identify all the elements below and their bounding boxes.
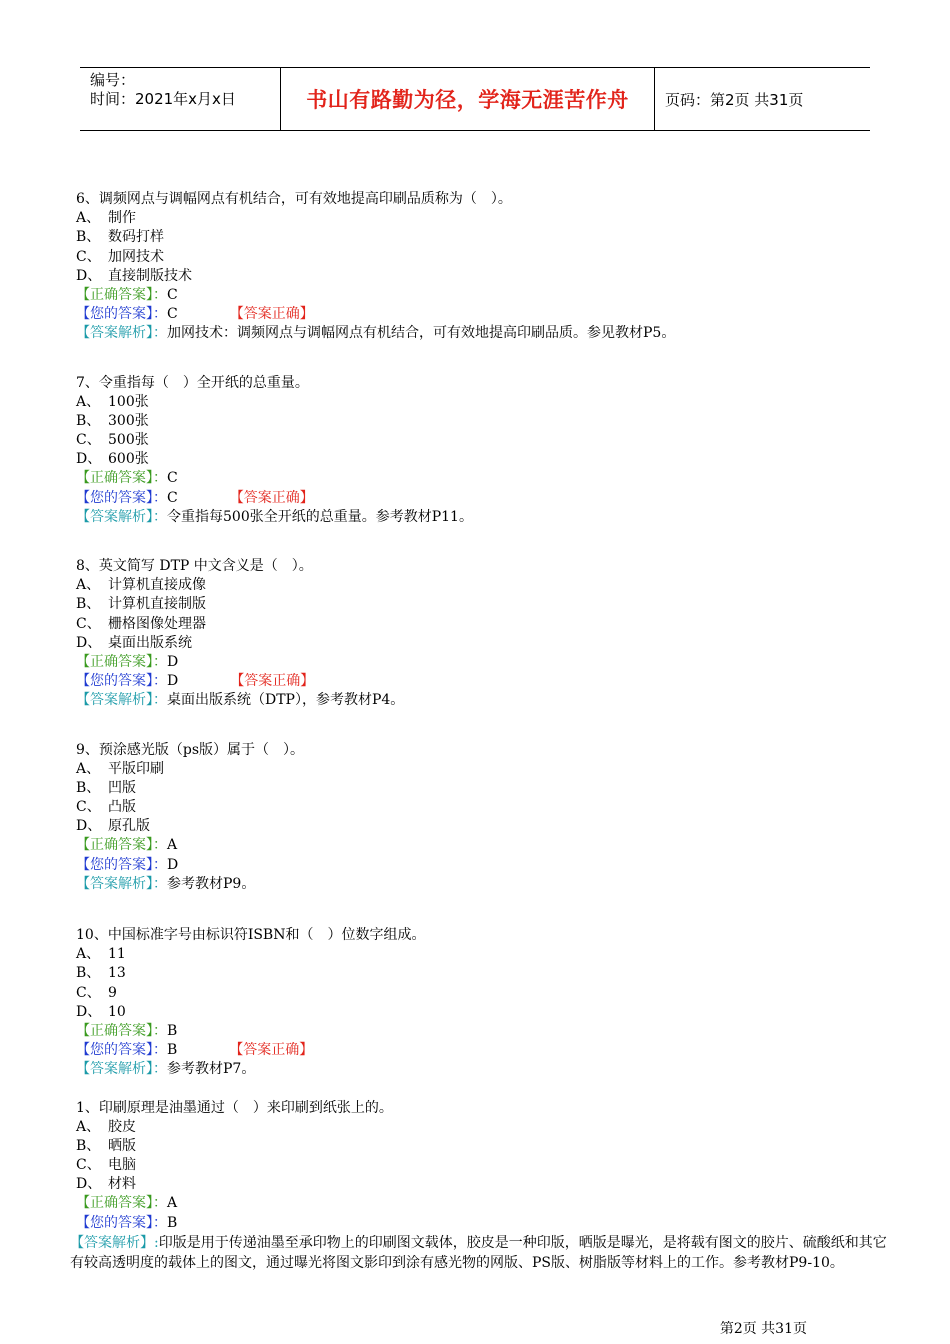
question-title: 1、印刷原理是油墨通过（ ）来印刷到纸张上的。 [76,1099,393,1116]
option-a: A、 11 [76,946,126,963]
question-title: 6、调频网点与调幅网点有机结合，可有效地提高印刷品质称为（ ）。 [76,191,512,207]
question-item [70,1099,896,1273]
option-b: B、 晒版 [76,1137,136,1154]
answer-analysis: 【答案解析】：桌面出版系统（DTP），参考教材P4。 [76,692,405,709]
option-b: B、 300张 [76,412,149,429]
question-title: 9、预涂感光版（ps版）属于（ ）。 [76,741,305,758]
header-meta [80,68,281,130]
correct-answer: 【正确答案】：D [76,653,179,670]
question-item [76,557,896,711]
question-title: 8、英文简写 DTP 中文含义是（ ）。 [76,558,313,574]
option-a: A、 平版印刷 [76,760,164,777]
verdict-badge: 【答案正确】 [230,673,315,690]
page-header [80,67,870,131]
question-list [70,190,896,1273]
your-answer: 【您的答案】：D 【答案正确】 [76,673,315,690]
option-a: A、 计算机直接成像 [76,577,206,594]
answer-analysis: 【答案解析】：参考教材P9。 [76,875,256,892]
header-page-info: 页码：第2页 共31页 [665,90,804,109]
verdict-badge: 【答案正确】 [229,306,314,323]
answer-analysis: 【答案解析】:印版是用于传递油墨至承印物上的印刷图文载体，胶皮是一种印版，晒版是曝光，是将载有图文的胶片、硫酸纸和其它有较高透明度的载体上的图文，通过曝光将图文影印到涂有感光物的网版、PS版、树脂版等材料上的工作。参考教材P9-10。 [70,1234,887,1271]
correct-answer: 【正确答案】：B [76,1022,178,1039]
option-d: D、 600张 [76,451,149,468]
doc-time: 时间：2021年x月x日 [90,90,236,108]
header-motto: 书山有路勤为径，学海无涯苦作舟 [281,68,655,130]
option-b: B、 13 [76,965,126,982]
answer-analysis: 【答案解析】：令重指每500张全开纸的总重量。参考教材P11。 [76,508,473,525]
option-d: D、 原孔版 [76,818,150,835]
correct-answer: 【正确答案】：A [76,1195,178,1212]
your-answer: 【您的答案】：C 【答案正确】 [76,306,314,323]
option-c: C、 9 [76,984,117,1001]
your-answer: 【您的答案】：C 【答案正确】 [76,489,314,506]
option-c: C、 电脑 [76,1157,136,1174]
answer-analysis: 【答案解析】：参考教材P7。 [76,1061,256,1078]
verdict-badge: 【答案正确】 [229,489,314,506]
your-answer: 【您的答案】：D [76,856,179,873]
option-c: C、 加网技术 [76,248,164,265]
option-a: A、 100张 [76,393,149,410]
correct-answer: 【正确答案】：A [76,837,178,854]
question-item [76,926,896,1080]
question-item [76,374,896,528]
answer-analysis: 【答案解析】：加网技术：调频网点与调幅网点有机结合，可有效地提高印刷品质。参见教材P5。 [76,325,676,342]
correct-answer: 【正确答案】：C [76,470,178,487]
option-a: A、 胶皮 [76,1118,136,1135]
option-c: C、 500张 [76,432,149,449]
page-footer: 第2页 共31页 [719,1321,807,1337]
option-d: D、 10 [76,1003,126,1020]
option-a: A、 制作 [76,210,136,227]
option-b: B、 凹版 [76,779,136,796]
your-answer: 【您的答案】：B 【答案正确】 [76,1042,314,1059]
your-answer: 【您的答案】：B [76,1214,178,1231]
option-c: C、 栅格图像处理器 [76,615,206,632]
question-title: 7、令重指每（ ）全开纸的总重量。 [76,374,309,391]
option-b: B、 数码打样 [76,229,164,246]
verdict-badge: 【答案正确】 [229,1042,314,1059]
option-c: C、 凸版 [76,799,136,816]
option-d: D、 直接制版技术 [76,267,192,284]
option-b: B、 计算机直接制版 [76,596,206,613]
question-item [76,741,896,895]
question-item [76,190,896,344]
question-title: 10、中国标准字号由标识符ISBN和（ ）位数字组成。 [76,927,426,943]
correct-answer: 【正确答案】：C [76,286,178,303]
doc-code-label: 编号： [90,71,136,89]
option-d: D、 桌面出版系统 [76,634,192,651]
option-d: D、 材料 [76,1176,136,1193]
